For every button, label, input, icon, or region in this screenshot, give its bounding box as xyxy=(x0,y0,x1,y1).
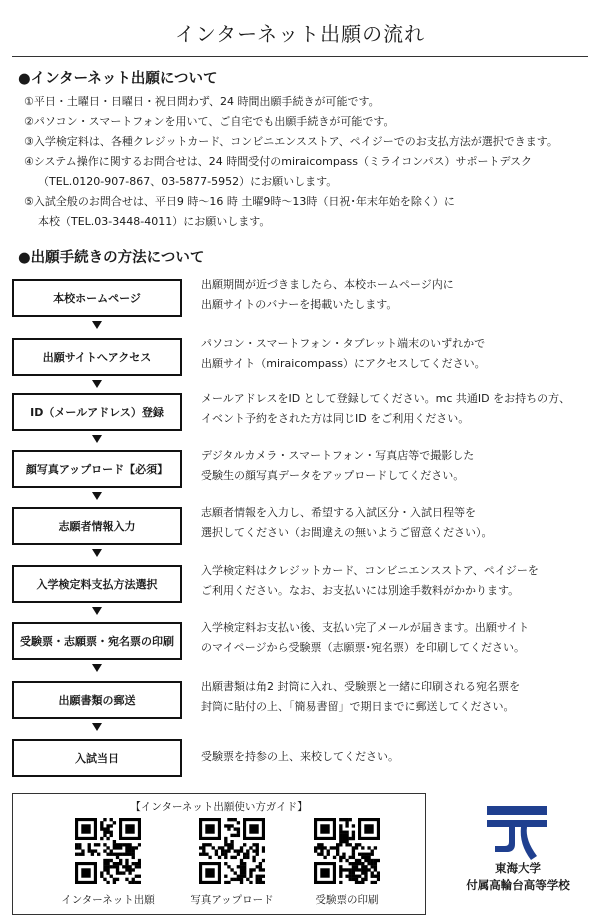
step-description-line: 志願者情報を入力し、希望する入試区分・入試日程等を xyxy=(201,506,476,519)
step-description-line: のマイページから受験票（志願票･宛名票）を印刷してください。 xyxy=(201,641,526,654)
step-box: 志願者情報入力 xyxy=(12,507,182,545)
step-description xyxy=(201,389,591,429)
step-description xyxy=(201,747,591,767)
about-note-line: ⑤入試全般のお問合せは、平日9 時～16 時 土曜9時～13時（日祝･年末年始を除く）に xyxy=(24,195,455,208)
about-notes xyxy=(24,92,590,232)
qr-label: 写真アップロード xyxy=(190,894,274,906)
step-box: 入学検定料支払方法選択 xyxy=(12,565,182,603)
about-note-line: （TEL.0120-907-867、03-5877-5952）にお願いします。 xyxy=(38,175,338,188)
about-note-line: ①平日・土曜日・日曜日・祝日問わず、24 時間出願手続きが可能です。 xyxy=(24,95,380,108)
school-name xyxy=(448,860,588,894)
step-description xyxy=(201,561,591,601)
step-box: 出願サイトへアクセス xyxy=(12,338,182,376)
about-note-line: ④システム操作に関するお問合せは、24 時間受付のmiraicompass（ミライコンパス）サポートデスク xyxy=(24,155,533,168)
step-description-line: 選択してください（お間違えの無いようご留意ください）。 xyxy=(201,526,493,539)
title-divider xyxy=(12,56,588,57)
step-box: 本校ホームページ xyxy=(12,279,182,317)
step-box: 受験票・志願票・宛名票の印刷 xyxy=(12,622,182,660)
school-name-line2: 付属高輪台高等学校 xyxy=(466,878,570,892)
qr-code-icon xyxy=(75,818,141,884)
step-description-line: イベント予約をされた方は同じID をご利用ください。 xyxy=(201,412,470,425)
qr-label: 受験票の印刷 xyxy=(315,894,379,906)
step-description-line: 出願書類は角2 封筒に入れ、受験票と一緒に印刷される宛名票を xyxy=(201,680,521,693)
step-description-line: 出願サイトのバナーを掲載いたします。 xyxy=(201,298,398,311)
step-description xyxy=(201,677,591,717)
guide-title: 【インターネット出願使い方ガイド】 xyxy=(130,801,308,813)
step-description xyxy=(201,446,591,486)
down-arrow-icon xyxy=(92,723,102,731)
page-title: インターネット出願の流れ xyxy=(174,22,426,46)
step-description-line: 受験票を持参の上、来校してください。 xyxy=(201,750,399,763)
down-arrow-icon xyxy=(92,321,102,329)
step-box: 顔写真アップロード【必須】 xyxy=(12,450,182,488)
step-description xyxy=(201,334,591,374)
down-arrow-icon xyxy=(92,435,102,443)
step-box: 出願書類の郵送 xyxy=(12,681,182,719)
down-arrow-icon xyxy=(92,492,102,500)
qr-code-icon xyxy=(199,818,265,884)
step-description-line: パソコン・スマートフォン・タブレット端末のいずれかで xyxy=(201,337,486,350)
school-logo-icon xyxy=(485,800,549,864)
procedure-heading: ●出願手続きの方法について xyxy=(18,250,205,266)
step-description xyxy=(201,275,591,315)
step-box: 入試当日 xyxy=(12,739,182,777)
about-note-line: 本校（TEL.03-3448-4011）にお願いします。 xyxy=(38,215,271,228)
step-description-line: 入学検定料お支払い後、支払い完了メールが届きます。出願サイト xyxy=(201,621,530,634)
down-arrow-icon xyxy=(92,549,102,557)
step-description-line: デジタルカメラ・スマートフォン・写真店等で撮影した xyxy=(201,449,475,462)
about-note-line: ③入学検定料は、各種クレジットカード、コンビニエンスストア、ペイジーでのお支払方法が選択できます。 xyxy=(24,135,558,148)
step-description-line: 出願サイト（miraicompass）にアクセスしてください。 xyxy=(201,357,486,370)
usage-guide-box xyxy=(12,793,426,915)
step-description-line: メールアドレスをID として登録してください。mc 共通ID をお持ちの方、 xyxy=(201,392,571,405)
step-box: ID（メールアドレス）登録 xyxy=(12,393,182,431)
step-description-line: 出願期間が近づきましたら、本校ホームページ内に xyxy=(201,278,454,291)
school-name-line1: 東海大学 xyxy=(495,861,541,875)
step-description-line: 入学検定料はクレジットカード、コンビニエンスストア、ペイジーを xyxy=(201,564,539,577)
down-arrow-icon xyxy=(92,380,102,388)
step-description-line: ご利用ください。なお、お支払いには別途手数料がかかります。 xyxy=(201,584,520,597)
step-description xyxy=(201,503,591,543)
qr-label: インターネット出願 xyxy=(61,894,155,906)
step-description-line: 受験生の顔写真データをアップロードしてください。 xyxy=(201,469,465,482)
about-note-line: ②パソコン・スマートフォンを用いて、ご自宅でも出願手続きが可能です。 xyxy=(24,115,395,128)
down-arrow-icon xyxy=(92,664,102,672)
qr-code-icon xyxy=(314,818,380,884)
step-description xyxy=(201,618,591,658)
step-description-line: 封筒に貼付の上、「簡易書留」で期日までに郵送してください。 xyxy=(201,700,515,713)
about-heading: ●インターネット出願について xyxy=(18,71,218,87)
down-arrow-icon xyxy=(92,607,102,615)
